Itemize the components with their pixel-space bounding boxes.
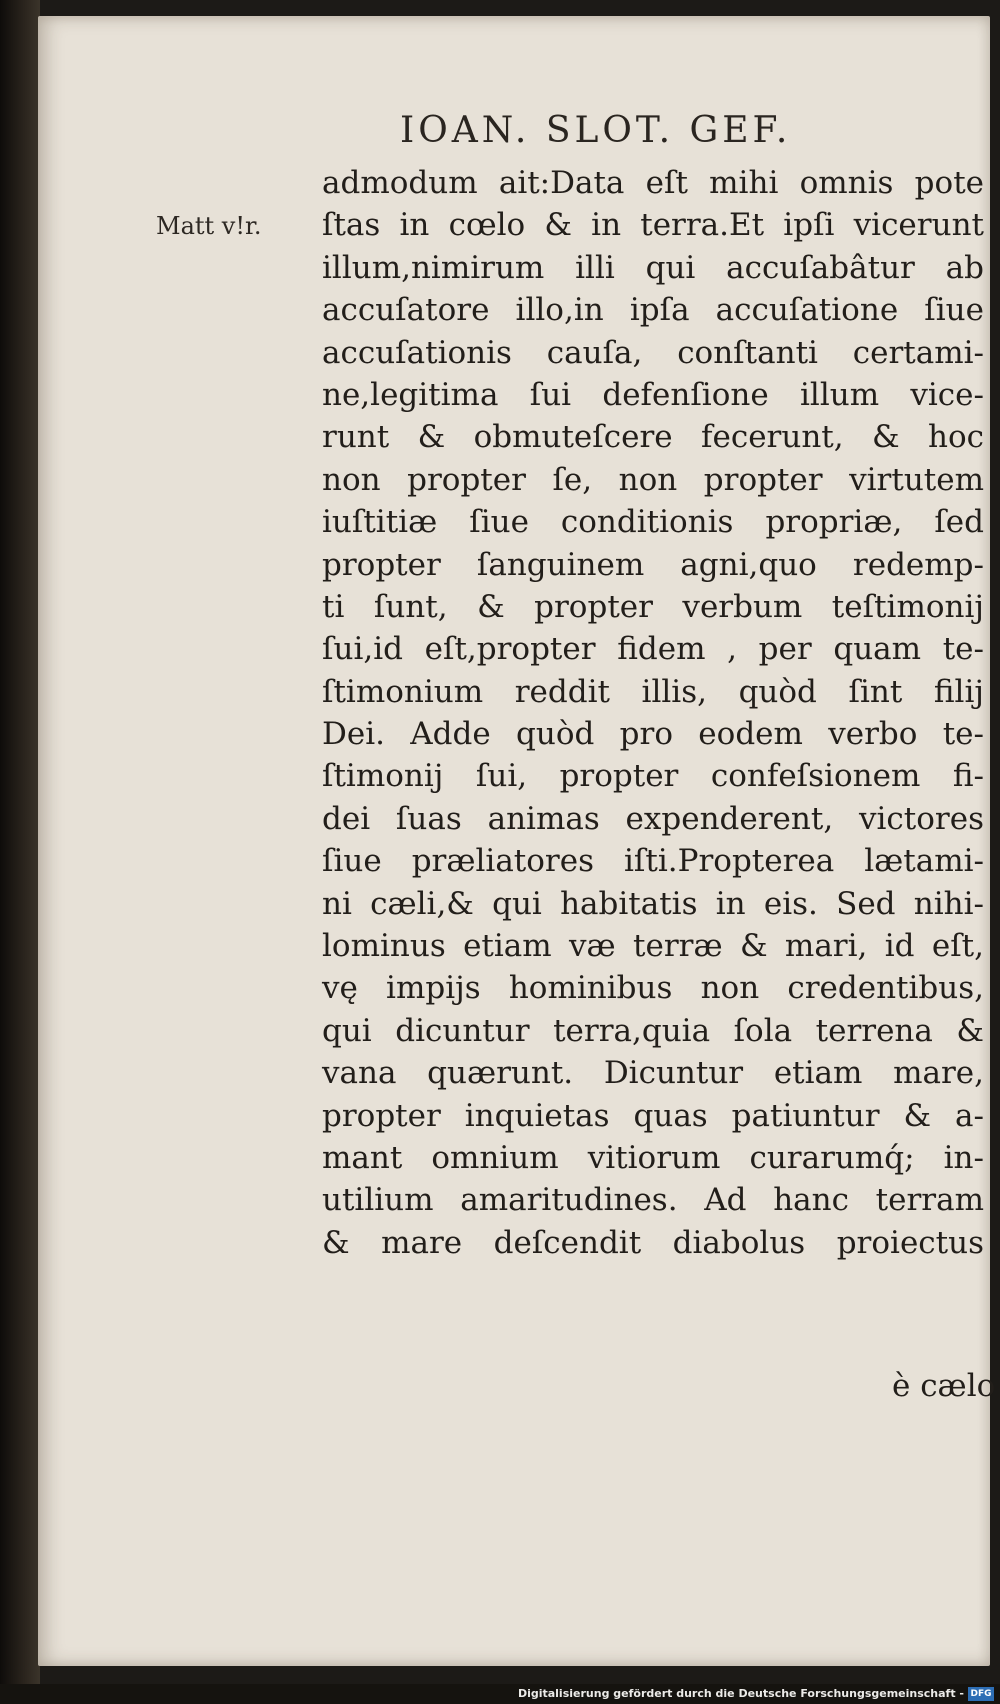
text-line: ti ſunt, & propter verbum teſtimonij (322, 588, 984, 625)
margin-note: Matt v!r. (156, 212, 262, 240)
book-binding-edge (0, 0, 40, 1704)
text-line: accuſatore illo,in ipſa accuſatione ſiue (322, 292, 984, 329)
text-line: Dei. Adde quòd pro eodem verbo te- (322, 716, 984, 753)
text-line: admodum ait:Data eſt mihi omnis pote (322, 165, 984, 201)
text-line: ſiue præliatores iſti.Propterea lætami- (322, 843, 984, 880)
text-line: runt & obmuteſcere fecerunt, & hoc (322, 419, 984, 456)
text-line: dei ſuas animas expenderent, victores (322, 800, 984, 837)
catchword: è cælo (892, 1368, 996, 1404)
text-line: lominus etiam væ terræ & mari, id eſt, (322, 928, 984, 965)
text-line: iuſtitiæ ſiue conditionis propriæ, ſed (322, 504, 984, 541)
text-line: ni cæli,& qui habitatis in eis. Sed nihi- (322, 885, 984, 922)
text-line: non propter ſe, non propter virtutem (322, 461, 984, 498)
text-line: ſtimonij ſui, propter confeſsionem fi- (322, 758, 984, 795)
text-line: utilium amaritudines. Ad hanc terram (322, 1182, 984, 1219)
text-line: ſtas in cœlo & in terra.Et ipſi vicerunt (322, 207, 984, 244)
text-line: illum,nimirum illi qui accuſabâtur ab (322, 249, 984, 286)
dfg-logo-icon: DFG (968, 1687, 994, 1701)
text-line: mant omnium vitiorum curarumq́; in- (322, 1139, 984, 1176)
text-line: & mare deſcendit diabolus proiectus (322, 1224, 984, 1261)
running-head: IOAN. SLOT. GEF. (400, 110, 792, 151)
text-line: accuſationis cauſa, conſtanti certami- (322, 334, 984, 371)
text-line: vana quærunt. Dicuntur etiam mare, (322, 1055, 984, 1092)
text-line: vę impijs hominibus non credentibus, (322, 970, 984, 1007)
funding-credit: Digitalisierung gefördert durch die Deutsche Forschungsgemeinschaft - (517, 1687, 964, 1700)
text-line: qui dicuntur terra,quia ſola terrena & (322, 1012, 984, 1049)
text-line: propter inquietas quas patiuntur & a- (322, 1097, 984, 1134)
text-line: ſui,id eſt,propter fidem , per quam te- (322, 631, 984, 668)
text-line: ſtimonium reddit illis, quòd ſint filij (322, 673, 984, 710)
body-text (322, 162, 984, 1264)
text-line: propter ſanguinem agni,quo redemp- (322, 546, 984, 583)
text-line: ne,legitima ſui defenſione illum vice- (322, 376, 984, 413)
